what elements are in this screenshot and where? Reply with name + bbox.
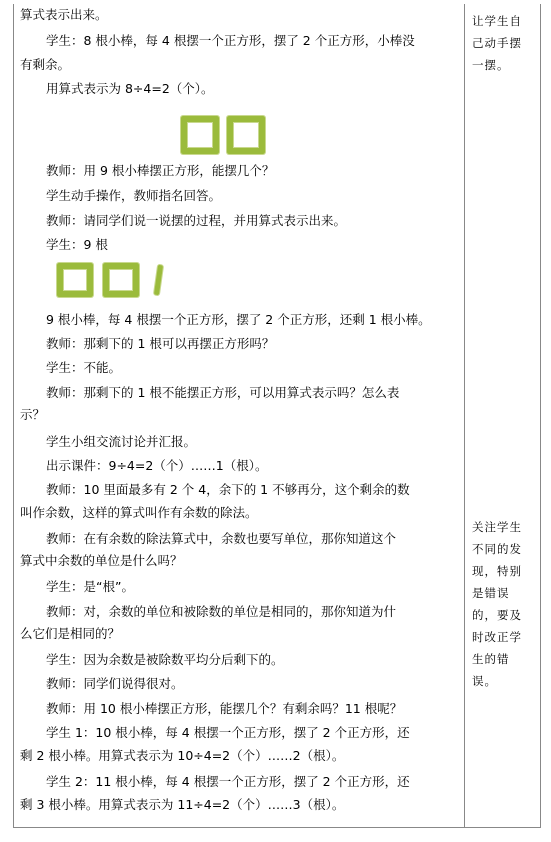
stick-square — [181, 116, 219, 154]
text-line: 9 根小棒，每 4 根摆一个正方形，摆了 2 个正方形，还剩 1 根小棒。 — [46, 312, 431, 327]
text-line: 学生：8 根小棒，每 4 根摆一个正方形，摆了 2 个正方形，小棒没 — [46, 33, 415, 48]
text-line: 有剩余。 — [20, 57, 71, 72]
stick-square — [227, 116, 265, 154]
text-line: 教师：请同学们说一说摆的过程，并用算式表示出来。 — [46, 213, 347, 228]
text-line: 学生：9 根 — [46, 237, 108, 252]
text-line: 示？ — [20, 407, 46, 422]
side-note-line: 关注学生 — [472, 520, 522, 534]
text-line: 教师：同学们说得很对。 — [46, 676, 184, 691]
text-line: 么它们是相同的？ — [20, 626, 121, 641]
text-line: 教师：那剩下的 1 根不能摆正方形，可以用算式表示吗？怎么表 — [46, 385, 400, 400]
text-line: 算式中余数的单位是什么吗？ — [20, 553, 183, 568]
text-line: 学生动手操作，教师指名回答。 — [46, 188, 222, 203]
side-note-line: 误。 — [472, 674, 497, 688]
stick-square — [57, 263, 93, 297]
text-line: 教师：10 里面最多有 2 个 4，余下的 1 不够再分，这个剩余的数 — [46, 482, 410, 497]
text-line: 学生：是“根”。 — [46, 579, 134, 594]
side-note-line: 生的错 — [472, 652, 510, 666]
text-line: 学生 1：10 根小棒，每 4 根摆一个正方形，摆了 2 个正方形，还 — [46, 725, 410, 740]
side-note-line: 己动手摆 — [472, 36, 522, 50]
side-note-2 — [472, 516, 540, 692]
stick-square — [103, 263, 139, 297]
side-note-line: 时改正学 — [472, 630, 522, 644]
text-line: 教师：用 9 根小棒摆正方形，能摆几个？ — [46, 163, 275, 178]
text-line: 教师：对，余数的单位和被除数的单位是相同的，那你知道为什 — [46, 604, 397, 619]
side-note-line: 的，要及 — [472, 608, 522, 622]
text-line: 教师：用 10 根小棒摆正方形，能摆几个？有剩余吗？11 根呢？ — [46, 701, 403, 716]
side-note-1 — [472, 10, 540, 76]
text-line: 学生 2：11 根小棒，每 4 根摆一个正方形，摆了 2 个正方形，还 — [46, 774, 410, 789]
text-line: 学生：不能。 — [46, 360, 122, 375]
side-note-line: 是错误 — [472, 586, 510, 600]
side-note-line: 不同的发 — [472, 542, 522, 556]
text-line: 剩 2 根小棒。用算式表示为 10÷4=2（个）……2（根）。 — [20, 748, 345, 763]
text-line: 用算式表示为 8÷4=2（个）。 — [46, 81, 214, 96]
text-line: 出示课件：9÷4=2（个）……1（根）。 — [46, 458, 268, 473]
text-line: 学生小组交流讨论并汇报。 — [46, 434, 197, 449]
text-line: 剩 3 根小棒。用算式表示为 11÷4=2（个）……3（根）。 — [20, 797, 345, 812]
lesson-table — [13, 4, 541, 828]
text-line: 叫作余数，这样的算式叫作有余数的除法。 — [20, 505, 258, 520]
text-line: 学生：因为余数是被除数平均分后剩下的。 — [46, 652, 284, 667]
single-stick — [154, 265, 163, 295]
text-line: 教师：那剩下的 1 根可以再摆正方形吗？ — [46, 336, 275, 351]
text-line: 算式表示出来。 — [20, 7, 108, 22]
text-line: 教师：在有余数的除法算式中，余数也要写单位，那你知道这个 — [46, 531, 397, 546]
side-note-line: 一摆。 — [472, 58, 510, 72]
lesson-content — [14, 4, 462, 827]
column-divider — [464, 4, 465, 827]
side-note-line: 现，特别 — [472, 564, 522, 578]
side-note-line: 让学生自 — [472, 14, 522, 28]
